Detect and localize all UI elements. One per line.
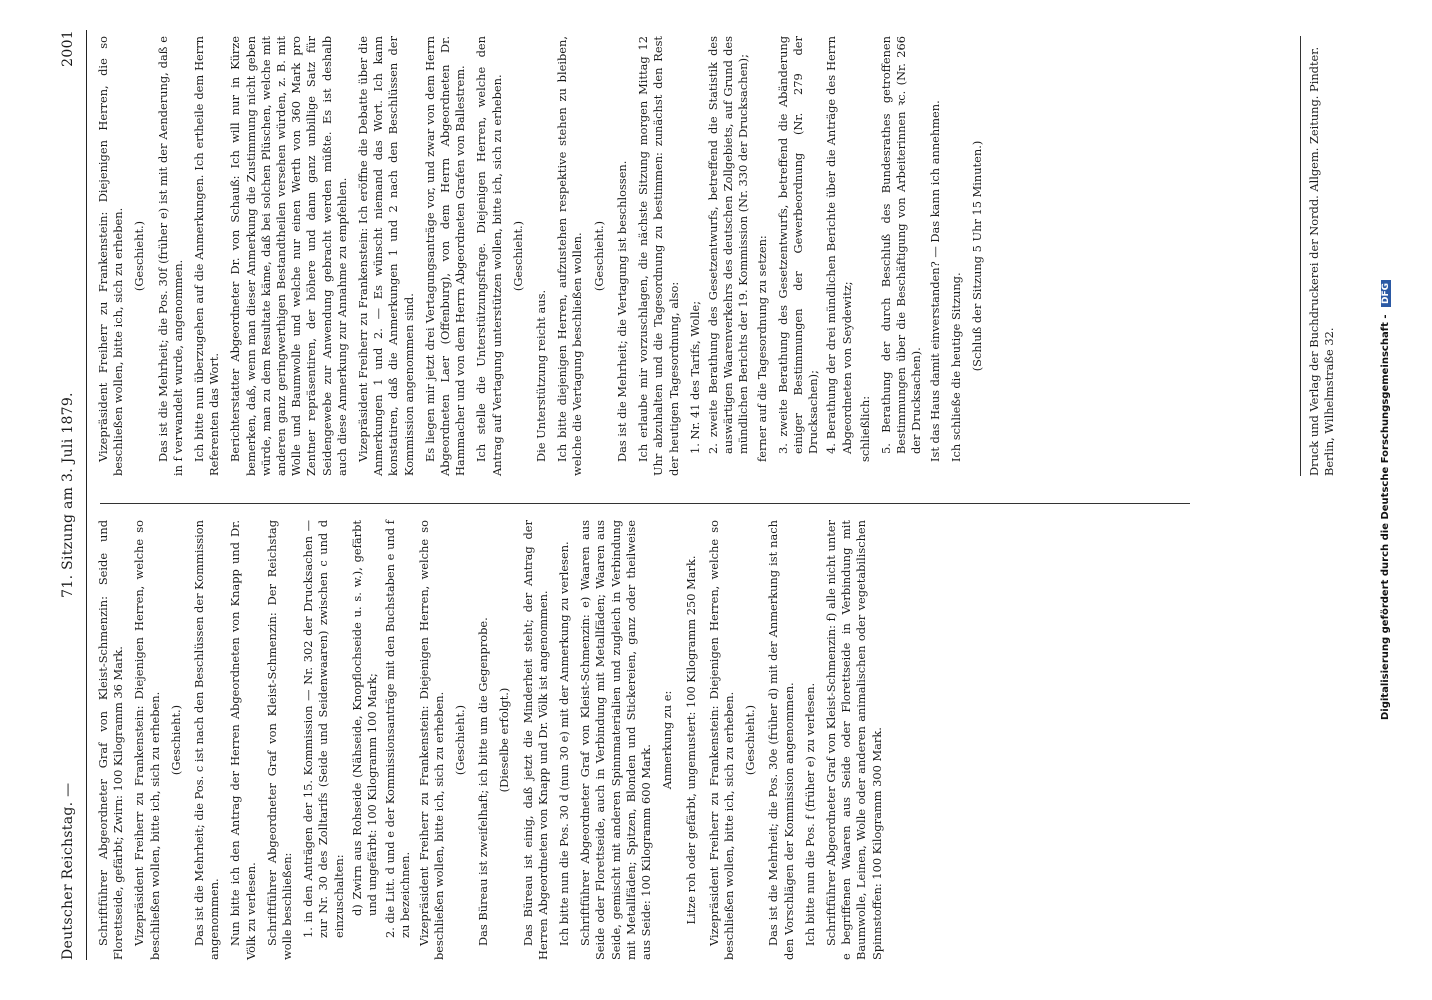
page-header	[52, 30, 87, 960]
paragraph: Die Unterstützung reicht aus.	[534, 289, 549, 462]
stage-note: (Geschieht.)	[510, 220, 525, 292]
agenda-item: 4. Berathung der drei mündlichen Berichte über die Anträge des Herrn Abgeordneten von Seydewitz;	[824, 36, 854, 454]
list-item: 2. die Litt. d und e der Kommissionsanträge mit den Buchstaben e und f zu bezeichnen.	[383, 520, 413, 938]
dfg-note: Digitalisierung gefördert durch die Deutsche Forschungsgemeinschaft -	[1380, 314, 1391, 721]
paragraph: Das ist die Mehrheit; die Pos. c ist nach den Beschlüssen der Kommission angenommen.	[192, 520, 222, 960]
page-number: 2001	[60, 30, 76, 67]
stage-note: (Geschieht.)	[453, 704, 468, 776]
agenda-item: 5. Berathung der durch Beschluß des Bundesrathes getroffenen Bestimmungen über die Beschäftigung von Arbeiterinnen ꝛc. (Nr. 266 der Drucksachen).	[878, 36, 924, 454]
paragraph: Ich schließe die heutige Sitzung.	[948, 272, 963, 462]
paragraph: Schriftführer Abgeordneter Graf von Kleist-Schmenzin: Der Reichstag wolle beschließen:	[264, 520, 295, 960]
paragraph: Ich bitte nun überzugehen auf die Anmerkungen. Ich ertheile dem Herrn Referenten das Wort.	[192, 36, 222, 476]
paragraph: Ich bitte diejenigen Herren, aufzustehen respektive stehen zu bleiben, welche die Vertagung beschließen wollen.	[555, 36, 585, 476]
paragraph: Schriftführer Abgeordneter Graf von Kleist-Schmenzin: Seide und Florettseide, gefärbt; Zwirn: 100 Kilogramm 36 Mark.	[96, 520, 126, 960]
annotation-text: Litze roh oder gefärbt, ungemustert: 100 Kilogramm 250 Mark.	[683, 555, 698, 925]
stage-note: (Geschieht.)	[132, 220, 147, 292]
column-divider	[100, 503, 1190, 504]
agenda-item: 3. zweite Berathung des Gesetzentwurfs, betreffend die Abänderung einiger Bestimmungen der Gewerbeordnung (Nr. 279 der Drucksachen);	[775, 36, 821, 454]
stage-note: (Geschieht.)	[591, 220, 606, 292]
paragraph: Das ist die Mehrheit; die Vertagung ist beschlossen.	[614, 160, 629, 462]
paragraph: Das Büreau ist einig, daß jetzt die Minderheit steht; der Antrag der Herren Abgeordneten von Knapp und Dr. Völk ist angenommen.	[520, 520, 550, 960]
list-item: d) Zwirn aus Rohseide (Nähseide, Knopflochseide u. s. w.), gefärbt und ungefärbt: 100 Kilogramm 100 Mark;	[349, 520, 380, 916]
paragraph: Das ist die Mehrheit; die Pos. 30e (früher d) mit der Anmerkung ist nach den Vorschlägen der Kommission angenommen.	[766, 520, 796, 960]
paragraph: Vizepräsident Freiherr zu Frankenstein: Diejenigen Herren, welche so beschließen wollen, bitte ich, sich zu erheben.	[706, 520, 736, 960]
paragraph: Vizepräsident Freiherr zu Frankenstein: Diejenigen Herren, welche so beschließen wollen, bitte ich, sich zu erheben.	[416, 520, 446, 960]
session-close-note: (Schluß der Sitzung 5 Uhr 15 Minuten.)	[969, 140, 984, 372]
paragraph: Ich bitte nun die Pos. f (früher e) zu verlesen.	[802, 682, 817, 946]
dfg-logo: DFG	[1381, 280, 1391, 307]
paragraph: Vizepräsident Freiherr zu Frankenstein: Diejenigen Herren, welche so beschließen wollen, bitte ich, sich zu erheben.	[132, 520, 162, 960]
agenda-item: 2. zweite Berathung des Gesetzentwurfs, betreffend die Statistik des auswärtigen Waarenverkehrs des deutschen Zollgebiets, auf Grund des mündlichen Berichts der 19. Kommission (Nr. 330 der Drucksachen);	[705, 36, 751, 454]
paragraph: ferner auf die Tagesordnung zu setzen:	[754, 235, 769, 462]
paragraph: Ich stelle die Unterstützungsfrage. Diejenigen Herren, welche den Antrag auf Vertagung unterstützen wollen, bitte ich, sich zu erheben.	[474, 36, 504, 476]
annotation-heading: Anmerkung zu e:	[660, 690, 675, 790]
paragraph: Ist das Haus damit einverstanden? — Das kann ich annehmen.	[927, 100, 942, 462]
left-column	[96, 520, 891, 960]
paragraph: Schriftführer Abgeordneter Graf von Kleist-Schmenzin: e) Waaren aus Seide oder Florettseide, auch in Verbindung mit Metallfäden; Waaren aus Seide, gemischt mit anderen Spinnmaterialien und zugleich in Verbindung mit Metallfäden; Spitzen, Blonden und Stickereien, ganz oder theilweise aus Seide: 100 Kilogramm 600 Mark.	[578, 520, 654, 960]
header-publication: Deutscher Reichstag. —	[60, 782, 76, 960]
paragraph: Das ist die Mehrheit; die Pos. 30f (früher e) ist mit der Aenderung, daß e in f verwandelt wurde, angenommen.	[155, 36, 185, 476]
paragraph: schließlich:	[857, 395, 872, 462]
stage-note: (Dieselbe erfolgt.)	[497, 687, 512, 793]
printer-imprint: Druck und Verlag der Buchdruckerei der Nordd. Allgem. Zeitung. Pindter. Berlin, Wilhelmstraße 32.	[1300, 36, 1337, 476]
paragraph: Ich bitte nun die Pos. 30 d (nun 30 e) mit der Anmerkung zu verlesen.	[557, 541, 572, 946]
digitization-footer	[1380, 60, 1391, 940]
paragraph: Das Büreau ist zweifelhaft; ich bitte um die Gegenprobe.	[476, 617, 491, 946]
stage-note: (Geschieht.)	[743, 704, 758, 776]
stage-note: (Geschieht.)	[168, 704, 183, 776]
header-session: 71. Sitzung am 3. Juli 1879.	[60, 392, 76, 598]
paragraph: Es liegen mir jetzt drei Vertagungsanträge vor, und zwar von dem Herrn Abgeordneten Laer (Offenburg), von dem Herrn Abgeordneten Dr. Hammacher und von dem Herrn Abgeordneten Grafen von Ballestrem.	[422, 36, 468, 476]
paragraph: Schriftführer Abgeordneter Graf von Kleist-Schmenzin: f) alle nicht unter e begriffenen Waaren aus Seide oder Florettseide in Verbindung mit Baumwolle, Leinen, Wolle oder anderen animalischen oder vegetabilischen Spinnstoffen: 100 Kilogramm 300 Mark.	[823, 520, 884, 960]
agenda-item: 1. Nr. 41 des Tarifs, Wolle;	[687, 300, 702, 454]
paragraph: Berichterstatter Abgeordneter Dr. von Schauß: Ich will nur in Kürze bemerken, daß, wenn man dieser Anmerkung die Zustimmung nicht geben würde, man zu dem Resultate käme, daß bei solchen Plüschen, welche mit anderen ganz geringwerthigen Bestandtheilen versehen würden, z. B. mit Wolle und Baumwolle und welche nur einen Werth von 360 Mark pro Zentner repräsentiren, der höhere und dann ganz unbillige Satz für Seidengewebe zur Anwendung gebracht werden müßte. Es ist deshalb auch diese Anmerkung zur Annahme zu empfehlen.	[228, 36, 349, 476]
right-column	[96, 36, 993, 476]
paragraph: Ich erlaube mir vorzuschlagen, die nächste Sitzung morgen Mittag 12 Uhr abzuhalten und die Tagesordnung zu bestimmen: zunächst den Rest der heutigen Tagesordnung, also:	[636, 36, 681, 476]
paragraph: Vizepräsident Freiherr zu Frankenstein: Ich eröffne die Debatte über die Anmerkungen 1 und 2. — Es wünscht niemand das Wort. Ich kann konstatiren, daß die Anmerkungen 1 und 2 nach den Beschlüssen der Kommission angenommen sind.	[356, 36, 416, 476]
list-item: 1. in den Anträgen der 15. Kommission — Nr. 302 der Drucksachen — zur Nr. 30 des Zolltarifs (Seide und Seidenwaaren) zwischen c und d einzuschalten:	[301, 520, 346, 938]
paragraph: Vizepräsident Freiherr zu Frankenstein: Diejenigen Herren, die so beschließen wollen, bitte ich, sich zu erheben.	[96, 36, 126, 476]
paragraph: Nun bitte ich den Antrag der Herren Abgeordneten von Knapp und Dr. Völk zu verlesen.	[228, 520, 258, 960]
